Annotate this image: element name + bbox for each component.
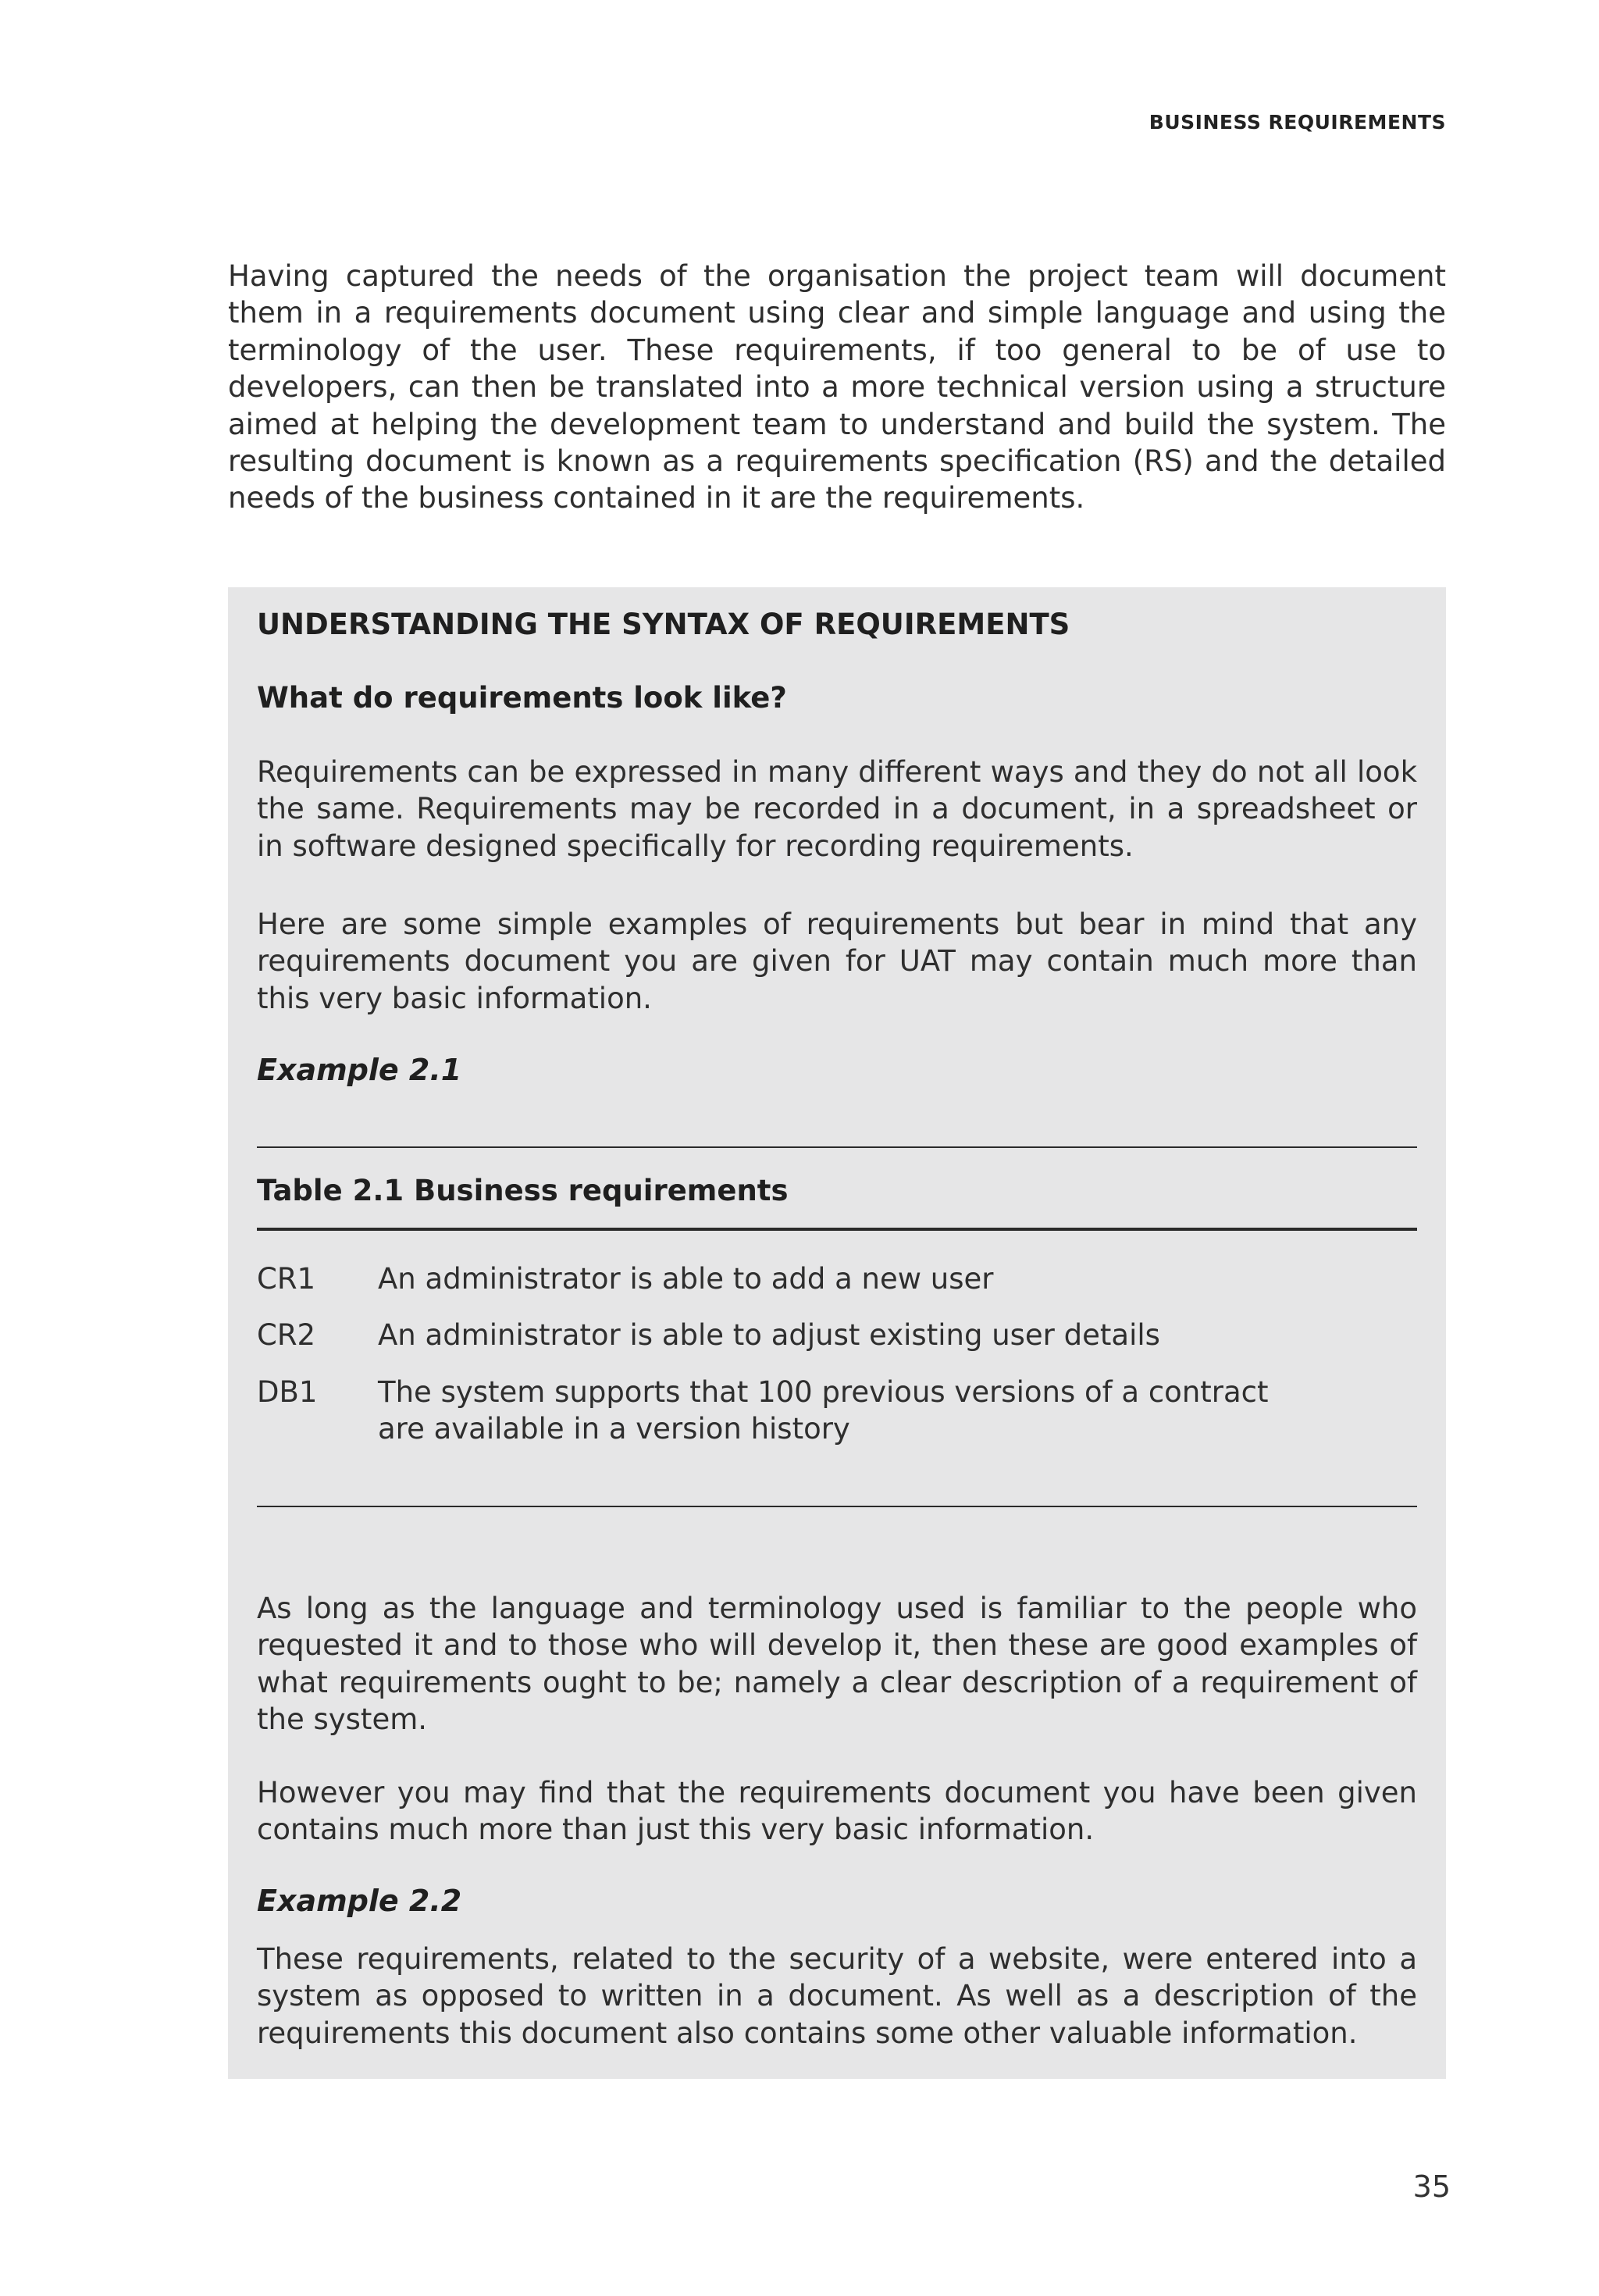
example-2-1-label: Example 2.1 <box>257 1053 462 1087</box>
box-paragraph-4: However you may find that the requirements document you have been given contains much more than just this very basic information. <box>257 1776 1417 1847</box>
box-paragraph-5: These requirements, related to the security of a website, were entered into a system as opposed to written in a document. As well as a description of the requirements this document also contains some other valuable information. <box>257 1942 1417 2050</box>
table-top-rule <box>257 1146 1417 1148</box>
box-subtitle: What do requirements look like? <box>257 681 787 715</box>
box-title: UNDERSTANDING THE SYNTAX OF REQUIREMENTS <box>257 608 1070 641</box>
requirement-code: CR2 <box>257 1318 316 1352</box>
requirement-description: The system supports that 100 previous versions of a contract are available in a version history <box>378 1375 1269 1446</box>
table-bottom-rule <box>257 1506 1417 1507</box>
requirement-code: CR1 <box>257 1262 316 1296</box>
page-number: 35 <box>1412 2169 1451 2204</box>
box-paragraph-3: As long as the language and terminology used is familiar to the people who requested it and to those who will develop it, then these are good examples of what requirements ought to be; namely a clear description of a requirement of the system. <box>257 1592 1417 1737</box>
requirement-code: DB1 <box>257 1375 318 1409</box>
table-header-rule <box>257 1228 1417 1231</box>
running-header: BUSINESS REQUIREMENTS <box>1149 111 1446 134</box>
requirement-description: An administrator is able to add a new user <box>378 1262 994 1296</box>
box-paragraph-1: Requirements can be expressed in many different ways and they do not all look the same. Requirements may be recorded in a document, in a spreadsheet or in software designed specifically for recording requirements. <box>257 755 1417 863</box>
table-caption: Table 2.1 Business requirements <box>257 1174 789 1207</box>
requirement-description: An administrator is able to adjust existing user details <box>378 1318 1160 1352</box>
intro-paragraph: Having captured the needs of the organisation the project team will document them in a requirements document using clear and simple language and using the terminology of the user. These requirements, if too general to be of use to developers, can then be translated into a more technical version using a structure aimed at helping the development team to understand and build the system. The resulting document is known as a requirements specification (RS) and the detailed needs of the business contained in it are the requirements. <box>228 259 1446 515</box>
example-2-2-label: Example 2.2 <box>257 1884 462 1918</box>
box-paragraph-2: Here are some simple examples of requirements but bear in mind that any requirements document you are given for UAT may contain much more than this very basic information. <box>257 907 1417 1015</box>
